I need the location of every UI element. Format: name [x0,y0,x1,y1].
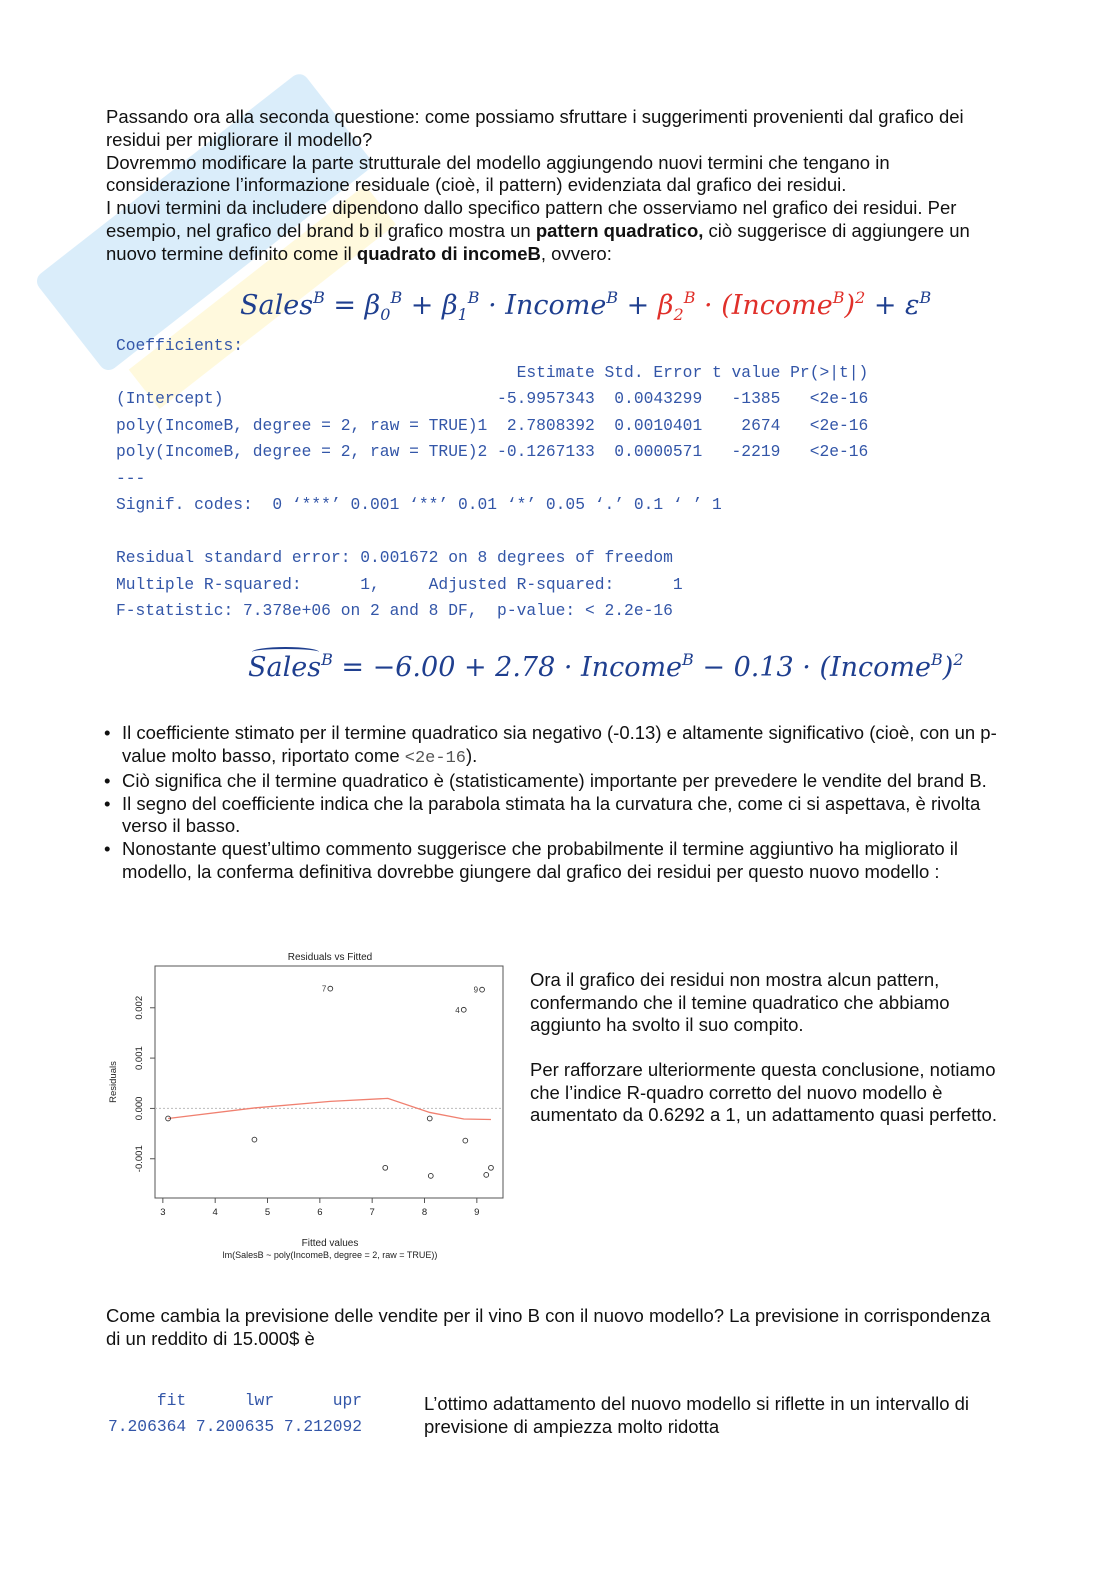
eq2-rhs2: − 0.13 · (Income [693,652,932,683]
intro-bold-square: quadrato di incomeB [356,242,541,264]
prediction-comment: L’ottimo adattamento del nuovo modello si riflette in un intervallo di previsione di ampiezza molto ridotta [424,1393,970,1437]
x-tick-label: 5 [264,1207,271,1218]
intro-line-3-a: I nuovi termini da includere dipendono dallo specifico pattern che osserviamo nel grafico dei residui. Per esempio, nel grafico del brand b il grafico mostra un [106,197,957,241]
bullet-2-text: Ciò significa che il termine quadratico è (statisticamente) importante per prevedere le vendite del brand B. [122,770,987,792]
eq1-beta0-sup: B [390,288,403,307]
eq2-close: ) [942,652,954,683]
intro-bold-pattern: pattern quadratico, [535,219,704,241]
bullet-1-end: ). [466,744,478,766]
eq1-equals: = [324,290,365,321]
bullet-3-text: Il segno del coefficiente indica che la parabola stimata ha la curvatura che, come ci si aspettava, è rivolta verso il basso. [122,792,981,837]
plot-y-label: Residuals [108,1061,119,1103]
eq1-epsilon: ε [905,290,920,321]
bullet-dot: • [104,722,111,743]
eq1-beta1: β [442,290,458,321]
bullet-item [104,770,1014,793]
residuals-vs-fitted-plot [100,945,510,1265]
residual-point [480,987,485,992]
plot-x-label: Fitted values [301,1238,359,1249]
y-tick-label: 0.001 [134,1046,145,1070]
eq1-plus2: + [618,290,658,321]
plot-subtitle: lm(SalesB ~ poly(IncomeB, degree = 2, raw = TRUE)) [222,1250,438,1260]
prediction-values: 7.206364 7.200635 7.212092 [108,1417,363,1436]
coef-row: poly(IncomeB, degree = 2, raw = TRUE)2 -0.1267133 0.0000571 -2219 <2e-16 [116,442,869,461]
eq1-income-sq-sup: B [832,288,845,307]
intro-line-3 [106,197,1006,265]
eq1-beta0: β [364,290,381,321]
residual-point [383,1165,388,1170]
y-tick-label: 0.002 [134,995,145,1020]
residual-point [427,1116,432,1121]
coef-row: (Intercept) -5.9957343 0.0043299 -1385 <2e-16 [116,389,869,408]
bullet-list [104,722,1014,883]
residual-point [328,986,333,991]
side-paragraph-1: Ora il grafico dei residui non mostra alcun pattern, confermando che il temine quadratico che abbiamo aggiunto ha svolto il suo compito. [530,969,950,1036]
plot-frame [155,966,503,1198]
x-tick-label: 6 [317,1207,323,1218]
residual-point [252,1137,257,1142]
eq1-sales: Sales [240,290,314,321]
point-label: 7 [321,984,327,994]
eq1-sub0: 0 [380,305,391,324]
prediction-header: fit lwr upr [108,1391,363,1410]
model-equation [240,288,932,324]
prediction-question: Come cambia la previsione delle vendite per il vino B con il nuovo modello? La previsione in corrispondenza di un reddito di 15.000$ è [106,1305,991,1349]
bullet-item [104,838,1014,883]
eq1-sup: B [313,288,325,307]
eq1-income-sup: B [606,288,619,307]
summary-f-statistic: F-statistic: 7.378e+06 on 2 and 8 DF, p-value: < 2.2e-16 [116,601,673,620]
residual-point [463,1138,468,1143]
bullet-dot: • [104,792,111,814]
bullet-dot: • [104,837,111,859]
eq2-sup: B [321,650,333,669]
point-label: 4 [455,1005,460,1015]
y-tick-label: -0.001 [134,1145,145,1173]
eq2-sales-hat: Sales [248,652,322,683]
eq2-income-sup: B [682,650,694,669]
eq2-square: 2 [953,650,964,669]
point-label: 9 [473,985,479,995]
summary-residual-se: Residual standard error: 0.001672 on 8 degrees of freedom [116,548,673,567]
eq1-eps-sup: B [919,288,932,307]
fitted-equation [248,652,964,683]
x-tick-label: 4 [212,1207,218,1218]
x-tick-label: 7 [369,1207,375,1218]
r-coefficients-output [116,333,868,519]
bullet-item [104,793,1014,838]
side-paragraph-2: Per rafforzare ulteriormente questa conclusione, notiamo che l’indice R-quadro corretto del nuovo modello è aumentato da 0.6292 a 1, un adattamento quasi perfetto. [530,1059,997,1126]
eq1-sub2: 2 [673,305,684,324]
r-summary-output [116,545,683,625]
eq1-beta2: β [657,290,674,321]
coef-separator: --- [116,468,146,488]
bullet-1-code: <2e-16 [404,748,466,768]
eq1-close: ) [844,290,856,321]
eq1-income-sq: · (Income [695,290,833,321]
eq1-income: · Income [479,290,607,321]
intro-line-1: Passando ora alla seconda questione: come possiamo sfruttare i suggerimenti provenienti dal grafico dei residui per migliorare il modello? [106,106,964,150]
eq1-beta2-sup: B [683,288,696,307]
prediction-output [108,1388,362,1440]
residual-point [428,1173,433,1178]
plot-smooth-line [168,1098,491,1119]
intro-text [106,106,1006,266]
residual-point [461,1007,466,1012]
summary-r-squared: Multiple R-squared: 1, Adjusted R-squared: 1 [116,574,683,594]
x-tick-label: 3 [160,1207,166,1218]
x-tick-label: 9 [474,1207,480,1218]
bullet-4-text: Nonostante quest’ultimo commento suggerisce che probabilmente il termine aggiuntivo ha migliorato il modello, la conferma definitiva dovrebbe giungere dal grafico dei residui per questo nuovo modello : [122,837,959,882]
eq1-quadratic-term [657,288,866,324]
eq1-sub1: 1 [457,305,468,324]
residual-point [489,1165,494,1170]
intro-line-3-c: , ovvero: [540,242,612,264]
lowess-smooth-line [168,1098,491,1119]
eq2-rhs1: = −6.00 + 2.78 · Income [332,652,683,683]
eq1-plus1: + [402,290,442,321]
plot-title: Residuals vs Fitted [287,952,373,963]
eq1-square: 2 [855,288,866,307]
intro-line-3-b: ciò suggerisce di aggiungere un nuovo termine definito come il [106,219,970,264]
coef-row: poly(IncomeB, degree = 2, raw = TRUE)1 2.7808392 0.0010401 2674 <2e-16 [116,415,869,435]
plot-points [166,985,494,1179]
eq1-plus3: + [865,290,906,321]
coef-header: Coefficients: [116,336,244,355]
coef-signif-codes: Signif. codes: 0 ‘***’ 0.001 ‘**’ 0.01 ‘*’ 0.05 ‘.’ 0.1 ‘ ’ 1 [116,495,722,514]
eq2-income-sq-sup: B [931,650,943,669]
y-tick-label: 0.000 [134,1096,145,1121]
plot-ticks [134,996,479,1218]
bullet-dot: • [104,770,111,792]
eq1-beta1-sup: B [467,288,480,307]
bullet-item [104,722,1014,770]
residual-point [484,1172,489,1177]
bullet-1-text: Il coefficiente stimato per il termine quadratico sia negativo (-0.13) e altamente significativo (cioè, con un p-value molto basso, riportato come [122,722,997,766]
x-tick-label: 8 [421,1207,428,1218]
intro-line-2: Dovremmo modificare la parte strutturale del modello aggiungendo nuovi termini che tengano in considerazione l’informazione residuale (cioè, il pattern) evidenziata dal grafico dei residui. [106,151,890,196]
coef-columns: Estimate Std. Error t value Pr(>|t|) [116,362,869,382]
